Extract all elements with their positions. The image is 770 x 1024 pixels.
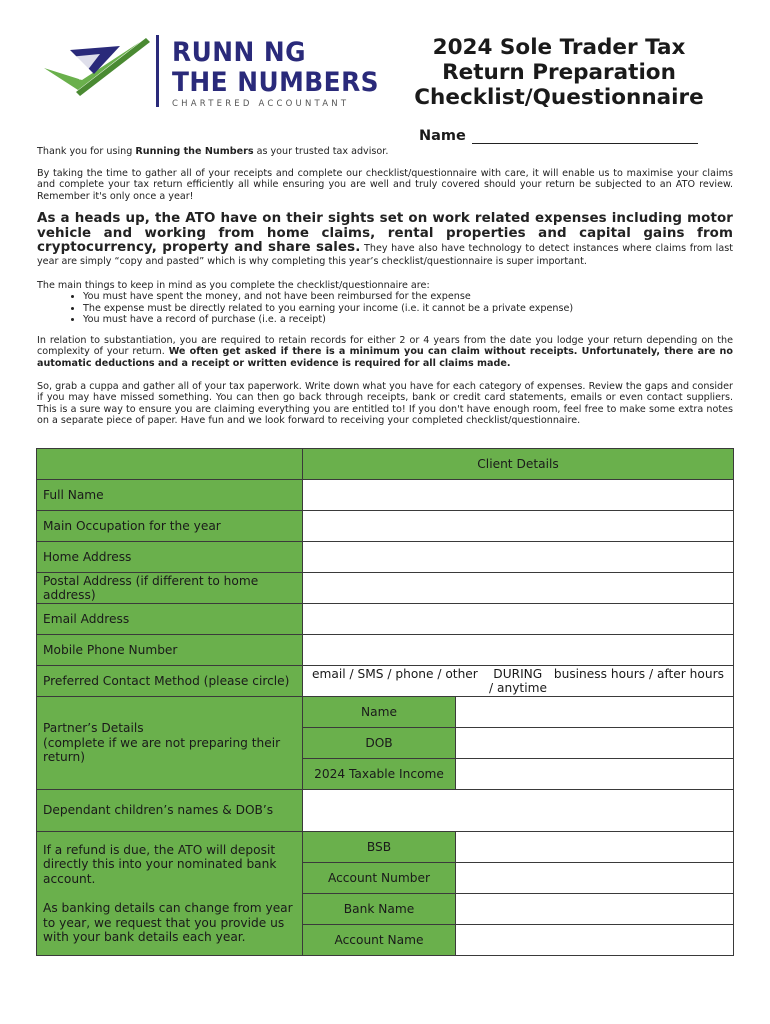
table-row <box>37 480 734 511</box>
table-row <box>37 666 734 697</box>
name-field <box>419 128 698 144</box>
children-label: Dependant children’s names & DOB’s <box>37 790 303 832</box>
partner-dob-label: DOB <box>303 728 456 759</box>
partner-name-field[interactable] <box>456 697 734 728</box>
list-item: • You must have spent the money, and not have been reimbursed for the expense <box>83 291 733 302</box>
home-address-label: Home Address <box>37 542 303 573</box>
table-row <box>37 832 734 863</box>
list-item: • The expense must be directly related to you earning your income (i.e. it cannot be a private expense) <box>83 303 733 314</box>
refund-label <box>37 832 303 956</box>
main-things-lead: The main things to keep in mind as you complete the checklist/questionnaire are: <box>37 280 430 291</box>
table-header-row <box>37 449 734 480</box>
contact-method-label: Preferred Contact Method (please circle) <box>37 666 303 697</box>
document-title <box>392 35 726 110</box>
account-number-field[interactable] <box>456 863 734 894</box>
title-line-3: Checklist/Questionnaire <box>414 85 704 110</box>
p1-text: Thank you for using <box>37 146 136 157</box>
partner-income-label: 2024 Taxable Income <box>303 759 456 790</box>
occupation-label: Main Occupation for the year <box>37 511 303 542</box>
email-label: Email Address <box>37 604 303 635</box>
client-details-heading: Client Details <box>303 449 734 480</box>
heads-up-rest: They have also have technology to detect instances where claims from last year are simply “copy and pasted” which is why completing this year’s checklist/questionnaire is super important. <box>37 243 733 267</box>
refund-text-2: As banking details can change from year to year, we request that you provide us with your bank details each year. <box>43 901 293 944</box>
bank-name-field[interactable] <box>456 894 734 925</box>
name-underline[interactable] <box>472 129 698 144</box>
table-row <box>37 604 734 635</box>
p1-text-end: as your trusted tax advisor. <box>253 146 389 157</box>
account-name-label: Account Name <box>303 925 456 956</box>
substantiation-paragraph <box>37 335 733 369</box>
table-row <box>37 542 734 573</box>
checkmark-swoosh-icon <box>40 30 160 110</box>
main-things-section <box>37 280 733 325</box>
bsb-field[interactable] <box>456 832 734 863</box>
logo-line-2: THE NUMBERS <box>172 67 380 98</box>
bsb-label: BSB <box>303 832 456 863</box>
client-details-table <box>36 448 734 956</box>
table-row <box>37 573 734 604</box>
title-line-1: 2024 Sole Trader Tax <box>432 35 686 60</box>
occupation-field[interactable] <box>303 511 734 542</box>
title-line-2: Return Preparation <box>442 60 676 85</box>
full-name-field[interactable] <box>303 480 734 511</box>
full-name-label: Full Name <box>37 480 303 511</box>
list-item: • You must have a record of purchase (i.e. a receipt) <box>83 314 733 325</box>
contact-method-options[interactable]: email / SMS / phone / other DURING business hours / after hours / anytime <box>303 666 734 697</box>
table-row <box>37 697 734 728</box>
intro-paragraph-1 <box>37 146 733 157</box>
heads-up-bold: As a heads up, the ATO have on their sights set on work related expenses including motor vehicle and working from home claims, rental properties and capital gains from cryptocurrency, property and share sales. <box>37 211 733 256</box>
logo-divider <box>156 35 159 107</box>
partner-name-label: Name <box>303 697 456 728</box>
substantiation-bold: We often get asked if there is a minimum you can claim without receipts. Unfortunately, there are no automatic deductions and a receipt or written evidence is required for all claims made. <box>37 346 733 369</box>
substantiation-text: In relation to substantiation, you are required to retain records for either 2 or 4 years from the date you lodge your return depending on the complexity of your return. <box>37 335 733 358</box>
home-address-field[interactable] <box>303 542 734 573</box>
partner-details-label: Partner’s Details (complete if we are not preparing their return) <box>37 697 303 790</box>
mobile-label: Mobile Phone Number <box>37 635 303 666</box>
account-name-field[interactable] <box>456 925 734 956</box>
partner-income-field[interactable] <box>456 759 734 790</box>
email-field[interactable] <box>303 604 734 635</box>
table-row <box>37 635 734 666</box>
gather-paperwork-paragraph: So, grab a cuppa and gather all of your tax paperwork. Write down what you have for each category of expenses. Review the gaps and consider if you may have missed something. You can then go back through receipts, bank or credit card statements, emails or even contact suppliers. This is a sure way to ensure you are claiming everything you are entitled to! If you don't have enough room, feel free to make some extra notes on a separate piece of paper. Have fun and we look forward to receiving your completed checklist/questionnaire. <box>37 381 733 426</box>
table-row <box>37 511 734 542</box>
logo-line-1: RUNN NG <box>172 37 306 68</box>
main-things-list <box>37 291 733 325</box>
postal-address-field[interactable] <box>303 573 734 604</box>
logo-subtitle: CHARTERED ACCOUNTANT <box>172 99 350 109</box>
table-header-blank <box>37 449 303 480</box>
children-field[interactable] <box>303 790 734 832</box>
table-row <box>37 790 734 832</box>
heads-up-paragraph <box>37 212 733 267</box>
mobile-field[interactable] <box>303 635 734 666</box>
bank-name-label: Bank Name <box>303 894 456 925</box>
name-label: Name <box>419 128 466 144</box>
logo-wordmark <box>172 38 397 109</box>
partner-dob-field[interactable] <box>456 728 734 759</box>
account-number-label: Account Number <box>303 863 456 894</box>
refund-text-1: If a refund is due, the ATO will deposit directly this into your nominated bank account. <box>43 842 277 886</box>
intro-paragraph-2: By taking the time to gather all of your receipts and complete our checklist/questionnaire with care, it will enable us to maximise your claims and complete your tax return efficiently all while ensuring you are well and truly covered should your return be subjected to an ATO review. Remember it's only once a year! <box>37 168 733 202</box>
p1-bold: Running the Numbers <box>135 146 254 157</box>
postal-address-label: Postal Address (if different to home address) <box>37 573 303 604</box>
